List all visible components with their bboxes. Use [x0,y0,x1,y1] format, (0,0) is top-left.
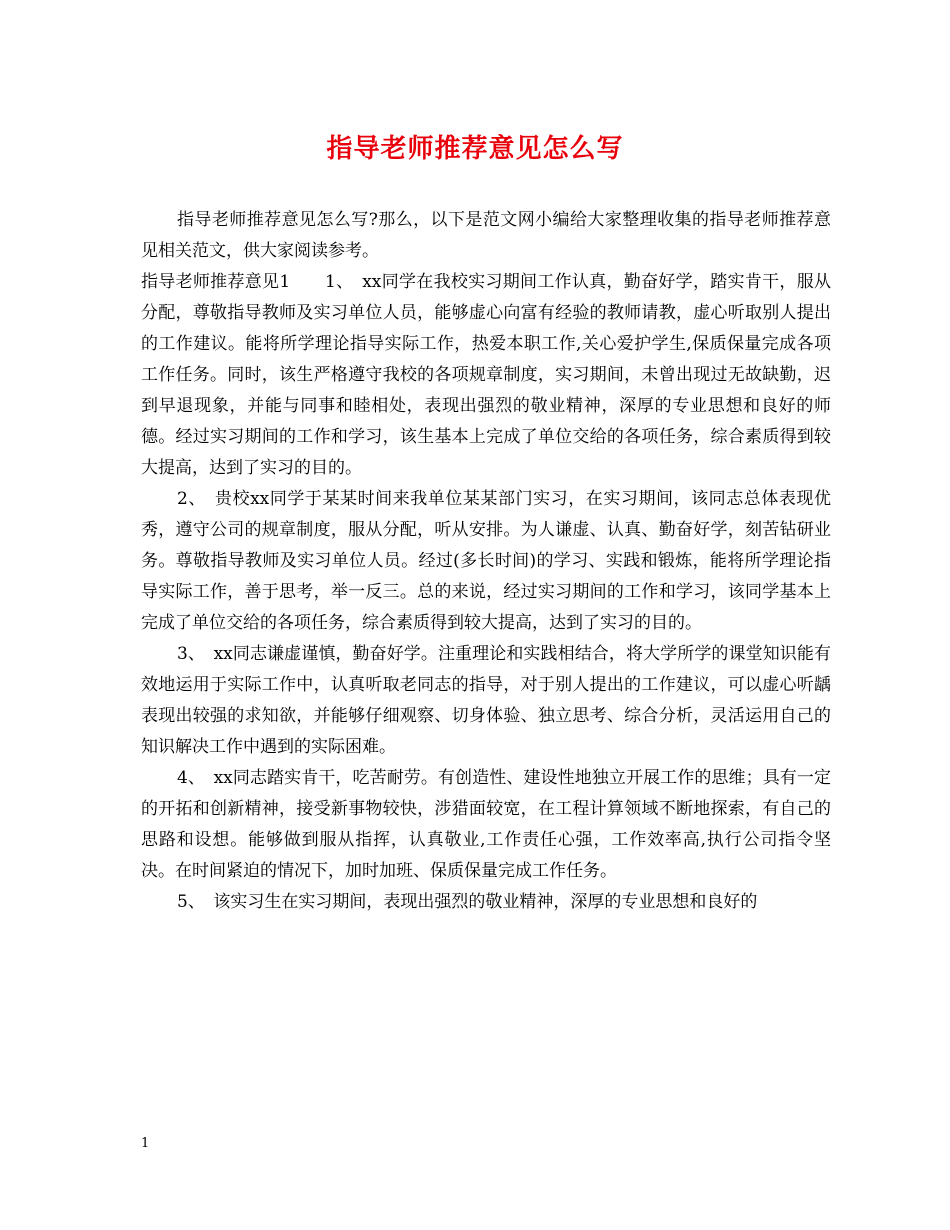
page-number: 1 [141,1136,150,1151]
document-title: 指导老师推荐意见怎么写 [326,134,624,164]
paragraph-intro: 指导老师推荐意见怎么写?那么，以下是范文网小编给大家整理收集的指导老师推荐意见相关范文，供大家阅读参考。 [141,210,831,261]
paragraph-2: 2、 贵校xx同学于某某时间来我单位某某部门实习，在实习期间，该同志总体表现优秀，遵守公司的规章制度，服从分配，听从安排。为人谦虚、认真、勤奋好学，刻苦钻研业务。尊敬指导教师及实习单位人员。经过(多长时间)的学习、实践和锻炼，能将所学理论指导实际工作，善于思考，举一反三。总的来说，经过实习期间的工作和学习，该同学基本上完成了单位交给的各项任务，综合素质得到较大提高，达到了实习的目的。 [141,489,831,633]
document-body [141,205,831,918]
paragraph-4: 4、 xx同志踏实肯干，吃苦耐劳。有创造性、建设性地独立开展工作的思维；具有一定的开拓和创新精神，接受新事物较快，涉猎面较宽，在工程计算领域不断地探索，有自己的思路和设想。能够做到服从指挥，认真敬业,工作责任心强，工作效率高,执行公司指令坚决。在时间紧迫的情况下，加时加班、保质保量完成工作任务。 [141,768,831,881]
paragraph-1: 指导老师推荐意见1 1、 xx同学在我校实习期间工作认真，勤奋好学，踏实肯干，服从分配，尊敬指导教师及实习单位人员，能够虚心向富有经验的教师请教，虚心听取别人提出的工作建议。能将所学理论指导实际工作，热爱本职工作,关心爱护学生,保质保量完成各项工作任务。同时，该生严格遵守我校的各项规章制度，实习期间，未曾出现过无故缺勤，迟到早退现象，并能与同事和睦相处，表现出强烈的敬业精神，深厚的专业思想和良好的师德。经过实习期间的工作和学习，该生基本上完成了单位交给的各项任务，综合素质得到较大提高，达到了实习的目的。 [141,272,831,478]
paragraph-3: 3、 xx同志谦虚谨慎，勤奋好学。注重理论和实践相结合，将大学所学的课堂知识能有效地运用于实际工作中，认真听取老同志的指导，对于别人提出的工作建议，可以虚心听龋表现出较强的求知欲，并能够仔细观察、切身体验、独立思考、综合分析，灵活运用自己的知识解决工作中遇到的实际困难。 [141,644,831,757]
paragraph-5: 5、 该实习生在实习期间，表现出强烈的敬业精神，深厚的专业思想和良好的 [177,892,758,912]
